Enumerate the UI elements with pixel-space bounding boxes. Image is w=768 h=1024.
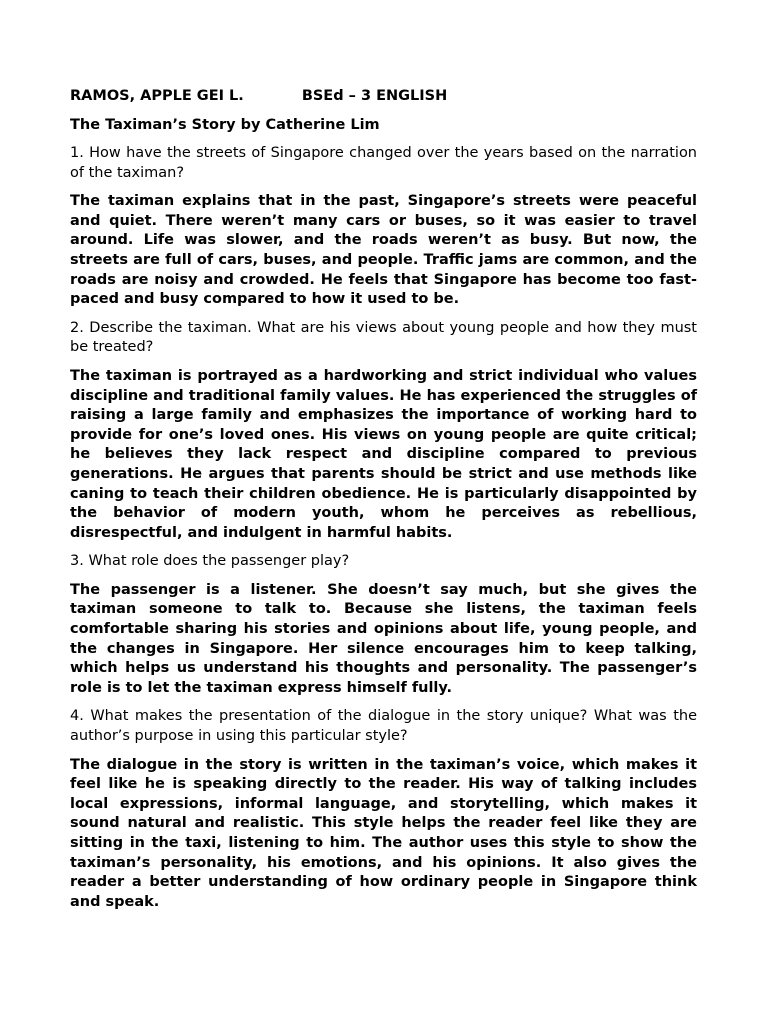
student-name: RAMOS, APPLE GEI L.: [70, 88, 244, 104]
question-2: 2. Describe the taximan. What are his views about young people and how they must be treated?: [70, 319, 697, 356]
document-page: [70, 86, 697, 921]
student-header: [70, 86, 697, 106]
answer-4: The dialogue in the story is written in the taximan’s voice, which makes it feel like he is speaking directly to the reader. His way of talking includes local expressions, informal language, and storytelling, which makes it sound natural and realistic. This style helps the reader feel like they are sitting in the taxi, listening to him. The author uses this style to show the taximan’s personality, his emotions, and his opinions. It also gives the reader a better understanding of how ordinary people in Singapore think and speak.: [70, 756, 697, 910]
student-course: BSEd – 3 ENGLISH: [301, 88, 448, 104]
answer-2: The taximan is portrayed as a hardworking and strict individual who values discipline and traditional family values. He has experienced the struggles of raising a large family and emphasizes the importance of working hard to provide for one’s loved ones. His views on young people are quite critical; he believes they lack respect and discipline compared to previous generations. He argues that parents should be strict and use methods like caning to teach their children obedience. He is particularly disappointed by the behavior of modern youth, whom he perceives as rebellious, disrespectful, and indulgent in harmful habits.: [70, 367, 697, 541]
answer-3: The passenger is a listener. She doesn’t say much, but she gives the taximan someone to talk to. Because she listens, the taximan feels comfortable sharing his stories and opinions about life, young people, and the changes in Singapore. Her silence encourages him to keep talking, which helps us understand his thoughts and personality. The passenger’s role is to let the taximan express himself fully.: [70, 581, 697, 696]
question-1: 1. How have the streets of Singapore changed over the years based on the narration of the taximan?: [70, 145, 697, 181]
question-4: 4. What makes the presentation of the dialogue in the story unique? What was the author’s purpose in using this particular style?: [70, 708, 697, 745]
story-title: The Taximan’s Story by Catherine Lim: [70, 117, 380, 133]
question-3: 3. What role does the passenger play?: [70, 553, 350, 570]
answer-1: The taximan explains that in the past, Singapore’s streets were peaceful and quiet. There weren’t many cars or buses, so it was easier to travel around. Life was slower, and the roads weren’t as busy. But now, the streets are full of cars, buses, and people. Traffic jams are common, and the roads are noisy and crowded. He feels that Singapore has become too fast-paced and busy compared to how it used to be.: [70, 193, 697, 308]
